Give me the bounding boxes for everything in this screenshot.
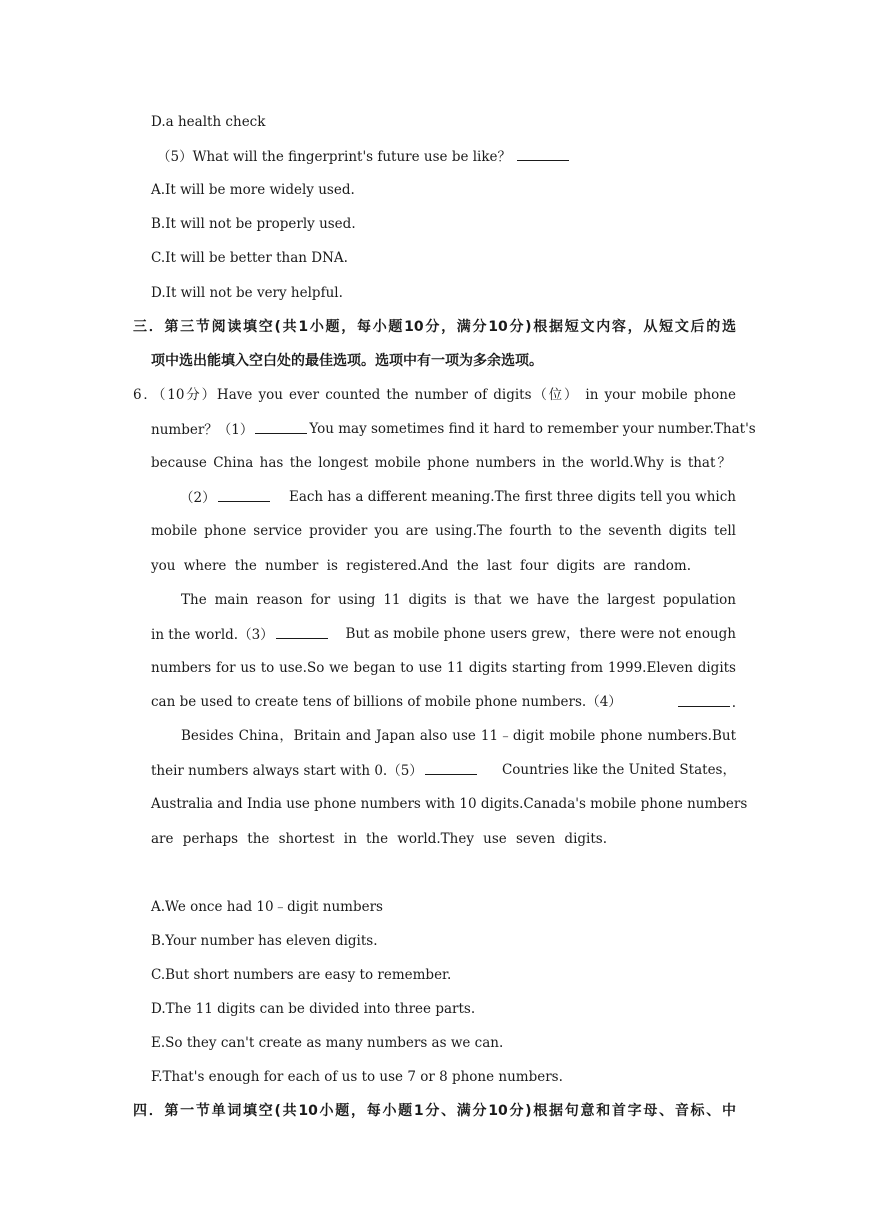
answer-blank[interactable] xyxy=(517,147,569,161)
question-6-line-14: are perhaps the shortest in the world.They use seven digits. xyxy=(151,831,607,847)
q6-blank-1-label: number？（1） xyxy=(151,422,254,438)
answer-blank-2[interactable] xyxy=(218,488,270,502)
q6-option-d: D.The 11 digits can be divided into three parts. xyxy=(151,1001,476,1017)
q6-line-2-text: You may sometimes find it hard to remember your number.That's xyxy=(309,421,756,437)
q6-line-10-period: . xyxy=(731,695,736,711)
question-6-line-1: 6．（10分）Have you ever counted the number of digits（位） in your mobile phone xyxy=(133,387,736,403)
q6-option-c: C.But short numbers are easy to remember. xyxy=(151,967,452,983)
answer-blank-5[interactable] xyxy=(425,761,477,775)
section-3-heading: 三．第三节阅读填空(共1小题，每小题10分，满分10分)根据短文内容，从短文后的选 xyxy=(133,319,736,335)
q5-option-c: C.It will be better than DNA. xyxy=(151,250,348,266)
section-4-heading: 四．第一节单词填空(共10小题，每小题1分、满分10分)根据句意和首字母、音标、中 xyxy=(133,1103,736,1119)
q6-blank-2-label: （2） xyxy=(180,490,216,506)
section-3-heading-cont: 项中选出能填入空白处的最佳选项。选项中有一项为多余选项。 xyxy=(151,353,543,369)
question-5-text: （5）What will the fingerprint's future use be like？ xyxy=(157,149,512,165)
q6-option-a: A.We once had 10﹣digit numbers xyxy=(151,899,383,915)
q5-option-b: B.It will not be properly used. xyxy=(151,216,356,232)
q5-option-a: A.It will be more widely used. xyxy=(151,182,355,198)
question-6-line-13: Australia and India use phone numbers with 10 digits.Canada's mobile phone numbers xyxy=(151,796,748,812)
q6-line-12-text: Countries like the United States， xyxy=(501,762,736,778)
q6-option-b: B.Your number has eleven digits. xyxy=(151,933,378,949)
question-6-line-11: Besides China，Britain and Japan also use 11﹣digit mobile phone numbers.But xyxy=(181,728,736,744)
q6-option-f: F.That's enough for each of us to use 7 or 8 phone numbers. xyxy=(151,1069,563,1085)
question-6-line-9: numbers for us to use.So we began to use 11 digits starting from 1999.Eleven digits xyxy=(151,660,736,676)
question-6-line-12 xyxy=(151,761,736,780)
question-5-stem xyxy=(157,147,571,166)
q6-line-4-text: Each has a different meaning.The first three digits tell you which xyxy=(288,489,736,505)
answer-blank-3[interactable] xyxy=(276,625,328,639)
question-6-line-7: The main reason for using 11 digits is that we have the largest population xyxy=(181,592,736,608)
q6-blank-5-label: their numbers always start with 0.（5） xyxy=(151,763,423,779)
answer-blank-4[interactable] xyxy=(678,693,730,707)
q6-blank-3-label: in the world.（3） xyxy=(151,627,274,643)
option-d-health-check: D.a health check xyxy=(151,114,266,130)
question-6-line-5: mobile phone service provider you are using.The fourth to the seventh digits tell xyxy=(151,523,736,539)
question-6-line-3: because China has the longest mobile phone numbers in the world.Why is that？ xyxy=(151,455,731,471)
answer-blank-1[interactable] xyxy=(255,420,307,434)
q6-line-10-text: can be used to create tens of billions of mobile phone numbers.（4） xyxy=(151,694,622,710)
question-6-line-8 xyxy=(151,625,736,644)
q6-option-e: E.So they can't create as many numbers as we can. xyxy=(151,1035,504,1051)
question-6-line-10 xyxy=(151,693,736,712)
question-6-line-6: you where the number is registered.And the last four digits are random. xyxy=(151,558,691,574)
question-6-line-4 xyxy=(180,488,736,507)
q5-option-d: D.It will not be very helpful. xyxy=(151,285,343,301)
q6-line-8-text: But as mobile phone users grew，there were not enough xyxy=(345,626,736,642)
question-6-line-2 xyxy=(151,420,756,439)
